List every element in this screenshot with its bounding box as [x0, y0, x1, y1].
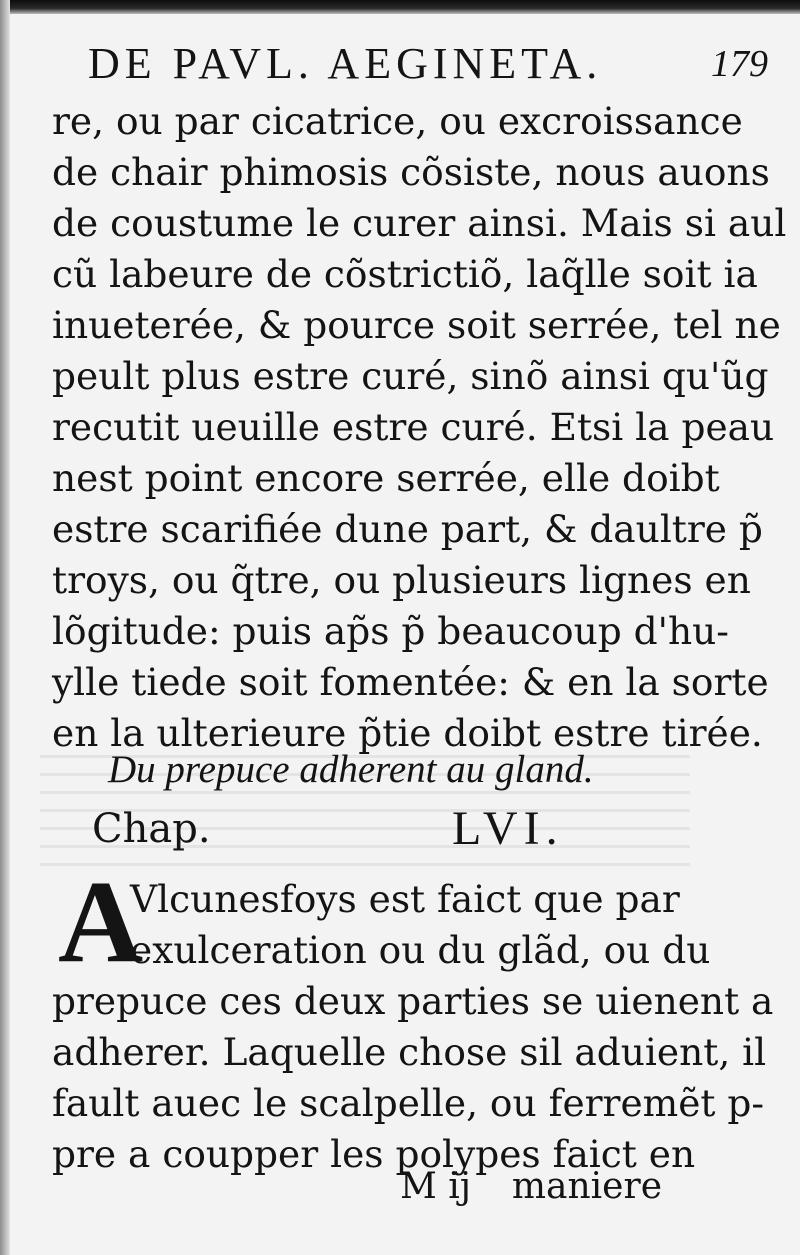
text-line: adherer. Laquelle chose sil aduient, il: [52, 1030, 767, 1074]
drop-cap-initial: A: [58, 856, 144, 987]
text-line: recutit ueuille estre curé. Etsi la peau: [52, 405, 775, 449]
page-top-edge: [0, 0, 800, 14]
body-text: [52, 96, 787, 759]
page-gutter-edge: [0, 0, 10, 1255]
text-line: peult plus estre curé, sinõ ainsi qu'ũg: [52, 354, 769, 398]
text-line: pre a coupper les polypes faict en: [52, 1132, 696, 1176]
catchword: maniere: [511, 1166, 662, 1207]
text-line: troys, ou q̃tre, ou plusieurs lignes en: [52, 558, 751, 602]
text-line: estre scarifiée dune part, & daultre p̃: [52, 507, 763, 551]
page-number: 179: [711, 43, 768, 85]
text-line: nest point encore serrée, elle doibt: [52, 456, 720, 500]
running-head: DE PAVL. AEGINETA.: [88, 39, 603, 88]
text-line: re, ou par cicatrice, ou excroissance: [52, 99, 743, 143]
text-line: en la ulterieure p̃tie doibt estre tirée.: [52, 711, 763, 755]
chapter-text: [52, 874, 774, 1180]
text-line: de chair phimosis cõsiste, nous auons: [52, 150, 770, 194]
text-line: prepuce ces deux parties se uienent a: [52, 979, 774, 1023]
page-header: [88, 36, 778, 92]
chapter-number: LVI.: [452, 802, 564, 855]
text-line: inueterée, & pource soit serrée, tel ne: [52, 303, 781, 347]
text-line: ylle tiede soit fomentée: & en la sorte: [52, 660, 769, 704]
text-line: cũ labeure de cõstrictiõ, laq̃lle soit ia: [52, 252, 758, 296]
text-line: lõgitude: puis ap̃s p̃ beaucoup d'hu-: [52, 609, 729, 653]
text-line: fault auec le scalpelle, ou ferremẽt p-: [52, 1081, 765, 1125]
chapter-title: Du prepuce adherent au gland.: [108, 748, 594, 791]
text-line: exulceration ou du glãd, ou du: [130, 928, 711, 972]
text-line: Vlcunesfoys est faict que par: [130, 877, 680, 921]
chapter-label: Chap.: [92, 806, 211, 852]
text-line: de coustume le curer ainsi. Mais si aul: [52, 201, 787, 245]
signature-mark: M ij: [400, 1166, 471, 1207]
